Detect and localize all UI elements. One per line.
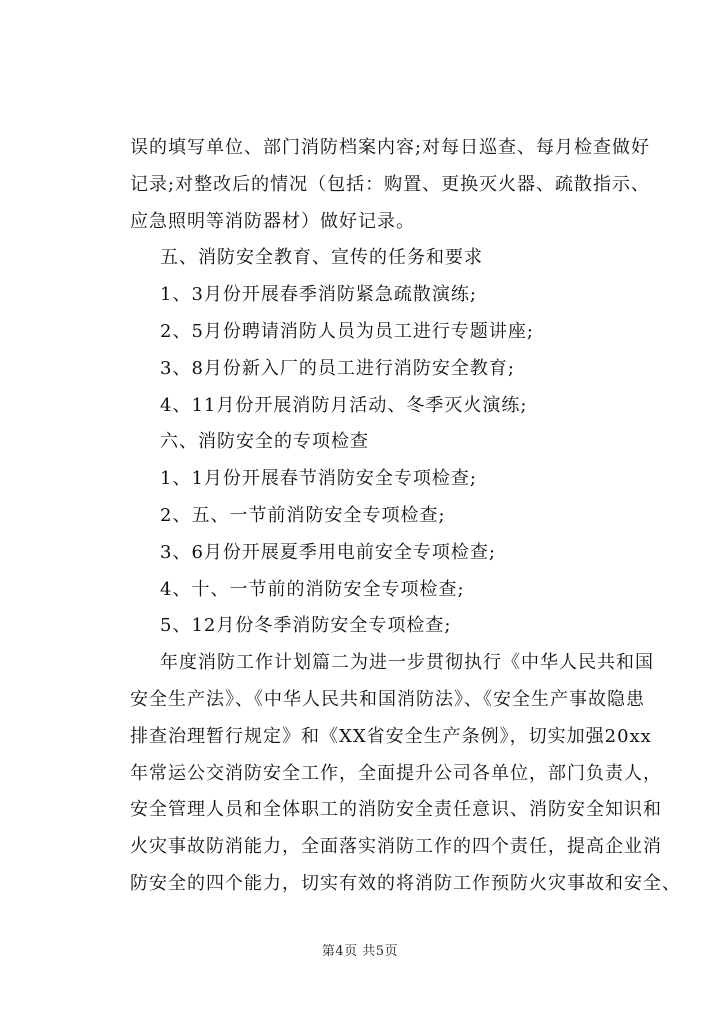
list-item: 2、五、一节前消防安全专项检查; [160, 504, 446, 526]
list-item: 3、6月份开展夏季用电前安全专项检查; [160, 541, 496, 563]
document-body [130, 130, 681, 903]
list-item: 2、5月份聘请消防人员为员工进行专题讲座; [160, 320, 534, 342]
page-footer [0, 940, 720, 959]
list-item: 4、11月份开展消防月活动、冬季灭火演练; [160, 394, 528, 416]
paragraph-line: 安全生产法》、《中华人民共和国消防法》、《安全生产事故隐患 [130, 688, 645, 710]
paragraph-line: 防安全的四个能力，切实有效的将消防工作预防火灾事故和安全、 [130, 872, 681, 894]
text-line: 应急照明等消防器材）做好记录。 [130, 210, 415, 232]
list-item: 5、12月份冬季消防安全专项检查; [160, 615, 452, 637]
paragraph-line: 年常运公交消防安全工作，全面提升公司各单位，部门负责人， [130, 762, 662, 784]
list-item: 1、3月份开展春季消防紧急疏散演练; [160, 284, 477, 306]
paragraph-line: 火灾事故防消能力，全面落实消防工作的四个责任，提高企业消 [130, 836, 662, 858]
text-line: 误的填写单位、部门消防档案内容;对每日巡查、每月检查做好 [130, 137, 651, 158]
text-line: 记录;对整改后的情况（包括：购置、更换灭火器、疏散指示、 [130, 173, 651, 195]
section-heading: 六、消防安全的专项检查 [160, 431, 369, 453]
paragraph-line: 排查治理暂行规定》和《XX省安全生产条例》，切实加强20xx [130, 725, 652, 747]
list-item: 3、8月份新入厂的员工进行消防安全教育; [160, 357, 515, 379]
list-item: 1、1月份开展春节消防安全专项检查; [160, 468, 477, 490]
section-heading: 五、消防安全教育、宣传的任务和要求 [160, 247, 483, 269]
page-number: 第4页 共5页 [321, 944, 399, 959]
paragraph-line: 年度消防工作计划篇二为进一步贯彻执行《中华人民共和国 [160, 652, 654, 674]
paragraph-line: 安全管理人员和全体职工的消防安全责任意识、消防安全知识和 [130, 799, 662, 821]
list-item: 4、十、一节前的消防安全专项检查; [160, 578, 465, 600]
